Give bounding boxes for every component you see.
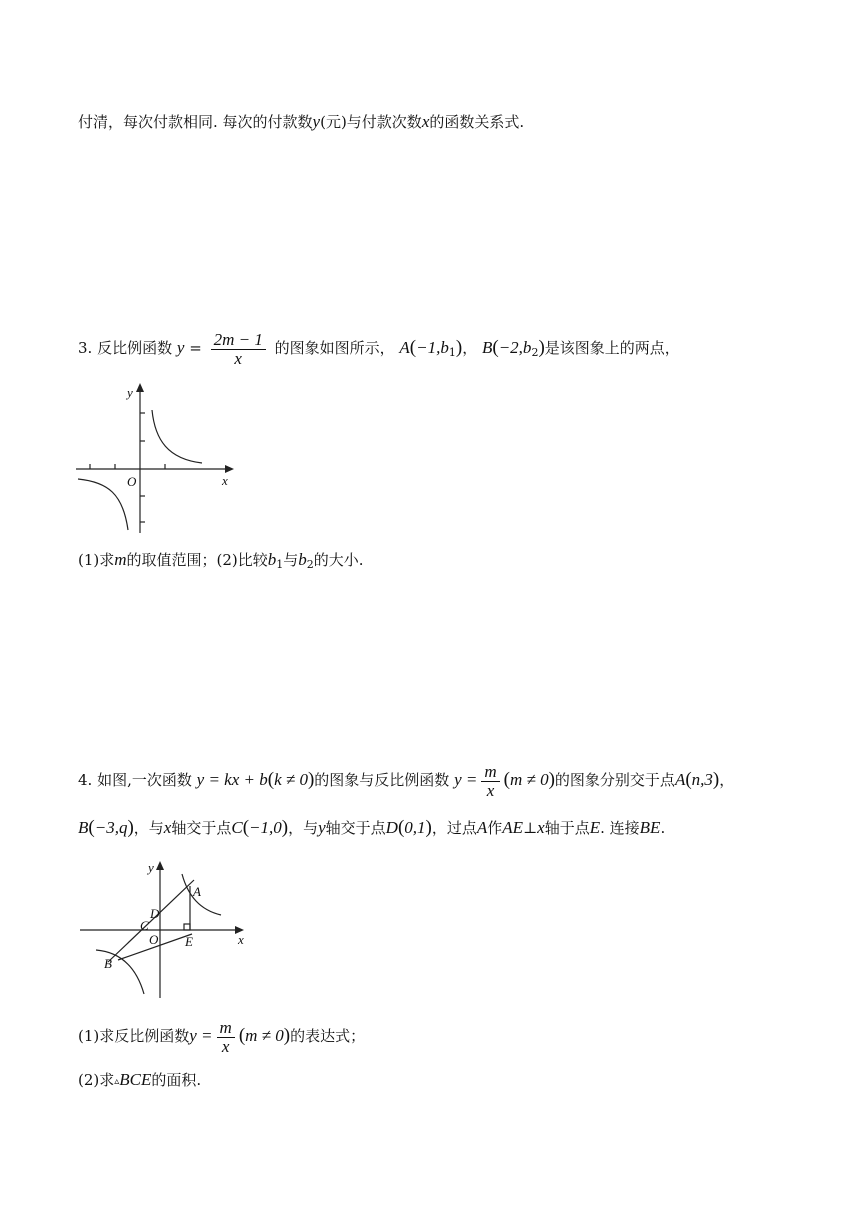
point-d-label: D xyxy=(150,906,160,921)
text: 的取值范围；(2)比较 xyxy=(126,551,268,569)
point-c-label: C xyxy=(231,818,243,837)
problem-4-question-2 xyxy=(78,1068,201,1094)
text: 的图象分别交于点 xyxy=(554,771,675,789)
linear-function: y = kx + b xyxy=(196,770,268,789)
hyperbola-figure xyxy=(70,378,245,538)
point-e-label: E xyxy=(185,934,193,949)
perp-sign: ⊥ xyxy=(523,819,538,837)
text: 的表达式； xyxy=(290,1027,366,1045)
subscript: 1 xyxy=(448,346,456,359)
right-angle-mark xyxy=(184,924,190,930)
var-x: x xyxy=(537,818,545,837)
point-b-label: B xyxy=(78,818,89,837)
text: 的面积. xyxy=(151,1071,202,1089)
condition: m ≠ 0 xyxy=(245,1026,284,1045)
problem-4-statement-line-1: 4. 如图,一次函数 y = kx + b(k ≠ 0)的图象与反比例函数 y = $\frac{m}{x}$ (m ≠ 0)的图象分别交于点A(n,3)， xyxy=(78,761,735,800)
point-a-ref: A xyxy=(476,818,488,837)
point-b-label: B xyxy=(104,956,112,971)
text: ，与 xyxy=(288,819,319,837)
equals-sign: = xyxy=(189,339,202,357)
text: ，过点 xyxy=(431,819,477,837)
var-b2: b xyxy=(298,550,307,569)
var-y: y xyxy=(318,818,326,837)
point-d-coord: 0,1 xyxy=(404,818,426,837)
point-c-coord: −1,0 xyxy=(249,818,282,837)
point-a-label: A xyxy=(674,770,686,789)
x-axis-label: x xyxy=(222,473,228,488)
origin-label: O xyxy=(149,932,159,947)
hyperbola-branch-right xyxy=(152,410,202,463)
segment-ae: AE xyxy=(502,818,524,837)
inverse-lhs: y = xyxy=(454,770,478,789)
text: 轴交于点 xyxy=(325,819,386,837)
text: 轴于点 xyxy=(544,819,590,837)
fraction-numerator: m xyxy=(217,1019,235,1038)
point-e-ref: E xyxy=(589,818,601,837)
text: 的大小. xyxy=(313,551,364,569)
text: 付清，每次付款相同. 每次的付款数 xyxy=(78,113,313,131)
problem-4-question-1: (1)求反比例函数y = $\frac{m}{x}$ (m ≠ 0)的表达式； xyxy=(78,1017,366,1056)
text: 如图,一次函数 xyxy=(97,771,192,789)
condition: m ≠ 0 xyxy=(509,770,549,789)
inverse-lhs: y = xyxy=(189,1026,213,1045)
var-b1: b xyxy=(267,550,277,569)
problem-2-continuation xyxy=(78,110,524,134)
x-axis-arrow xyxy=(225,465,234,473)
point-a-coord: n,3 xyxy=(691,770,713,789)
text: ，与 xyxy=(133,819,164,837)
fraction-numerator: 2m − 1 xyxy=(211,331,266,350)
condition: k ≠ 0 xyxy=(274,770,308,789)
text: 是该图象上的两点， xyxy=(544,339,680,357)
text: . xyxy=(660,819,666,837)
y-axis-arrow xyxy=(136,383,144,392)
point-b-coord: −3,q xyxy=(94,818,128,837)
fraction xyxy=(211,331,266,368)
text: 作 xyxy=(487,819,503,837)
text: ， xyxy=(462,339,478,357)
y-axis-label: y xyxy=(127,385,133,400)
text: 的函数关系式. xyxy=(429,113,525,131)
var-y: y xyxy=(312,112,321,131)
text: (2)求 xyxy=(78,1071,115,1089)
fraction-numerator: m xyxy=(481,763,499,782)
subscript: 1 xyxy=(276,558,284,571)
problem-number: 4. xyxy=(78,771,93,789)
text: 的图象与反比例函数 xyxy=(314,771,450,789)
text: (1)求反比例函数 xyxy=(78,1027,190,1045)
hyperbola-branch-left xyxy=(78,479,128,530)
var-x: x xyxy=(163,818,172,837)
fraction-denominator: x xyxy=(234,348,242,368)
line-ab xyxy=(108,880,194,962)
linear-inverse-figure xyxy=(78,858,253,1003)
problem-4-statement-line-2: B(−3,q)，与x轴交于点C(−1,0)，与y轴交于点D(0,1)，过点A作AE⊥x轴于点E. 连接BE. xyxy=(78,817,666,838)
fraction xyxy=(481,763,499,800)
y-axis-label: y xyxy=(148,860,154,875)
point-b-label: B xyxy=(481,338,493,357)
point-c-label: C xyxy=(140,918,149,933)
fraction-denominator: x xyxy=(486,780,495,800)
y-axis-arrow xyxy=(156,861,164,870)
text: ， xyxy=(719,771,735,789)
point-a-label: A xyxy=(399,338,410,357)
origin-label: O xyxy=(127,474,137,489)
problem-3-statement: 3. 反比例函数 y = $\frac{2m - 1}{x}$ 的图象如图所示， $A(-1,b_1)$， $B(-2,b_2)$是该图象上的两点， xyxy=(78,329,680,368)
text: 轴交于点 xyxy=(171,819,232,837)
var-x: x xyxy=(421,112,430,131)
text: 与 xyxy=(283,551,299,569)
point-a-coord: −1,b xyxy=(416,338,449,357)
x-axis-label: x xyxy=(238,932,244,947)
point-d-label: D xyxy=(385,818,398,837)
text: 的图象如图所示， xyxy=(274,339,395,357)
text: (1)求 xyxy=(78,551,115,569)
hyperbola-branch-right xyxy=(182,874,221,915)
triangle-name: BCE xyxy=(119,1070,152,1089)
subscript: 2 xyxy=(306,558,314,571)
text: (元)与付款次数 xyxy=(320,113,422,131)
subscript: 2 xyxy=(531,346,539,359)
segment-be: BE xyxy=(639,818,661,837)
var-y: y xyxy=(176,338,185,357)
point-b-coord: −2,b xyxy=(498,338,532,357)
point-a-label: A xyxy=(193,884,201,899)
text: 反比例函数 xyxy=(97,339,173,357)
var-m: m xyxy=(114,550,127,569)
problem-number: 3. xyxy=(78,339,93,357)
problem-3-questions xyxy=(78,548,364,577)
fraction-denominator: x xyxy=(221,1036,230,1056)
triangle-icon: ▵ xyxy=(114,1076,120,1087)
fraction xyxy=(217,1019,235,1056)
text: . 连接 xyxy=(600,819,640,837)
